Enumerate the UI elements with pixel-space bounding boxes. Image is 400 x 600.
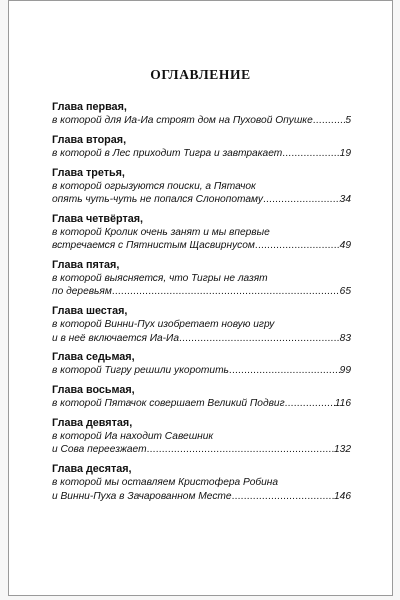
book-page [8,0,393,596]
page-number: 116 [334,398,351,410]
page-number: 5 [345,115,351,127]
chapter-description: в которой Винни-Пух изобретает новую игру [52,319,275,331]
chapter-description: в которой огрызуются поиски, а Пятачок [52,181,256,193]
chapter-title: Глава шестая, [52,305,128,318]
chapter-description: встречаемся с Пятнистым Щасвирнусом [52,240,255,252]
dot-leader [255,239,340,252]
page-number: 132 [334,444,351,456]
dot-leader [179,332,340,345]
chapter-title: Глава вторая, [52,133,127,146]
page-title: ОГЛАВЛЕНИЕ [150,67,251,82]
chapter-description: в которой для Иа-Иа строят дом на Пуховой Опушке [52,115,313,127]
table-of-contents [52,101,351,509]
chapter-description: по деревьям [52,286,112,298]
chapter-description-line [52,490,351,503]
page-number: 49 [339,240,351,252]
page-number: 19 [339,148,351,160]
chapter-title: Глава первая, [52,101,127,113]
chapter-description: и Сова переезжает [52,444,147,456]
toc-entry [52,384,351,410]
chapter-description: в которой Кролик очень занят и мы впервые [52,227,270,239]
chapter-title: Глава десятая, [52,463,132,476]
toc-entry [52,417,351,457]
dot-leader [112,285,340,298]
dot-leader [229,364,340,377]
toc-entry [52,213,351,253]
chapter-description-line [52,443,351,456]
chapter-description: в которой в Лес приходит Тигра и завтракает [52,148,283,160]
chapter-description: в которой мы оставляем Кристофера Робина [52,477,279,489]
toc-entry [52,351,351,377]
chapter-title: Глава третья, [52,166,125,179]
dot-leader [232,490,334,503]
chapter-description: и Винни-Пуха в Зачарованном Месте [52,490,232,502]
dot-leader [263,193,340,206]
page-number: 65 [339,286,351,298]
chapter-title: Глава седьмая, [52,351,135,364]
chapter-description: в которой выясняется, что Тигры не лазят [52,273,268,285]
chapter-description-line [52,397,351,410]
chapter-title: Глава пятая, [52,259,120,272]
page-number: 99 [339,365,351,377]
toc-entry [52,101,351,127]
chapter-title: Глава четвёртая, [52,212,144,225]
chapter-description-line [52,114,351,127]
chapter-description-line [52,147,351,160]
chapter-description: опять чуть-чуть не попался Слонопотаму [52,194,263,206]
toc-entry [52,167,351,207]
chapter-description: в которой Тигру решили укоротить [52,365,229,377]
dot-leader [147,443,334,456]
toc-entry [52,463,351,503]
chapter-title: Глава восьмая, [52,384,135,397]
chapter-description: и в неё включается Иа-Иа [52,332,180,344]
chapter-title: Глава девятая, [52,417,133,430]
chapter-description-line [52,193,351,206]
page-number: 34 [339,194,351,206]
chapter-description-line [52,364,351,377]
dot-leader [313,114,346,127]
chapter-description-line [52,239,351,252]
dot-leader [282,147,339,160]
toc-entry [52,305,351,345]
chapter-description: в которой Иа находит Савешник [52,431,214,443]
chapter-description-line [52,285,351,298]
toc-entry [52,134,351,160]
page-number: 146 [334,490,351,502]
chapter-description-line [52,332,351,345]
chapter-description: в которой Пятачок совершает Великий Подвиг [52,398,285,410]
toc-entry [52,259,351,299]
page-number: 83 [339,332,351,344]
dot-leader [285,397,335,410]
